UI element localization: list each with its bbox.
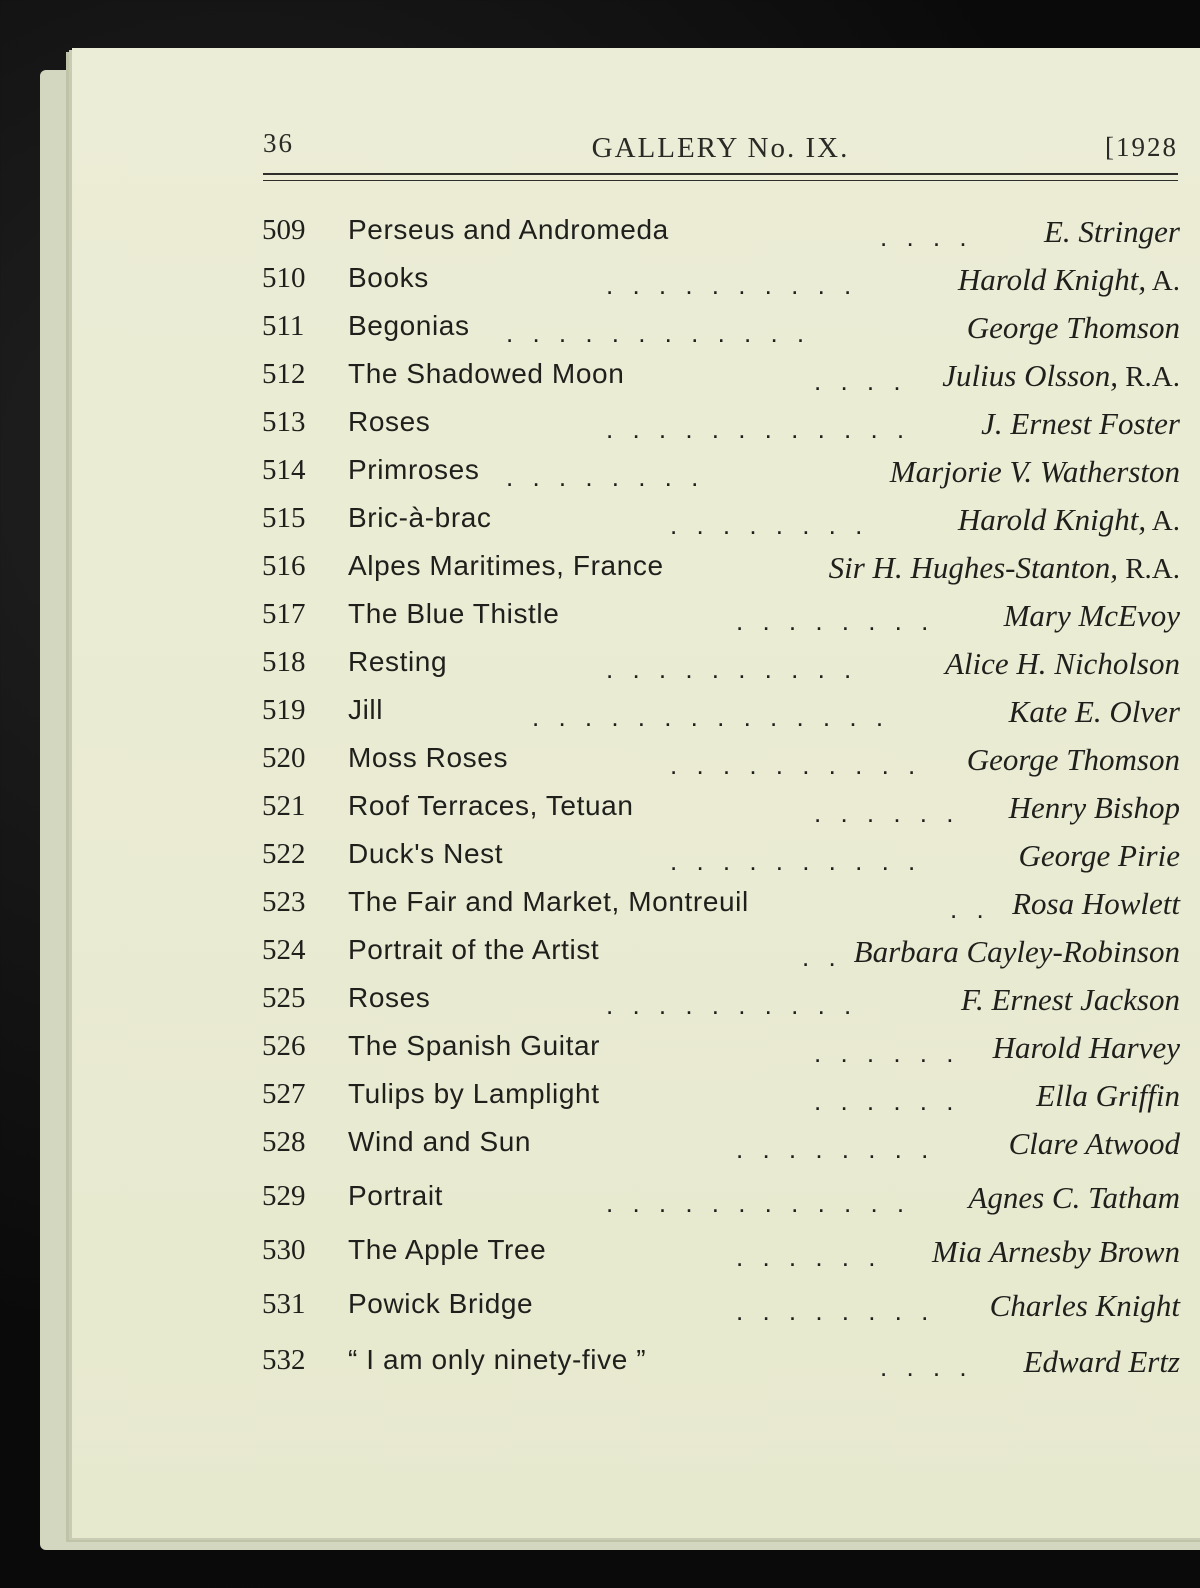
entry-artist <box>890 454 1180 490</box>
entry-number: 516 <box>262 550 306 582</box>
entry-number: 517 <box>262 598 306 630</box>
entry-title: Duck's Nest <box>348 838 504 869</box>
entry-title: Alpes Maritimes, France <box>348 550 664 581</box>
catalogue-entry <box>262 738 1180 782</box>
entry-title: Portrait of the Artist <box>348 934 600 965</box>
artist-name: Marjorie V. Watherston <box>889 454 1180 489</box>
entry-title: Roses <box>348 406 431 437</box>
catalogue-entry <box>262 1340 1180 1384</box>
leader-dots: . . . . . . <box>814 1038 960 1068</box>
artist-name: Edward Ertz <box>1023 1344 1180 1379</box>
entry-number: 519 <box>262 694 306 726</box>
catalogue-entry <box>262 450 1180 494</box>
entry-number: 509 <box>262 214 306 246</box>
catalogue-entry <box>262 354 1180 398</box>
entry-title: Primroses <box>348 454 480 485</box>
artist-name: Henry Bishop <box>1008 790 1180 825</box>
year-marker: [1928 <box>1105 132 1178 162</box>
artist-honour: R.A. <box>1117 361 1180 393</box>
artist-name: Ella Griffin <box>1036 1078 1180 1113</box>
artist-name: E. Stringer <box>1043 214 1180 249</box>
entry-title: Begonias <box>348 310 470 341</box>
leader-dots: . . . . . . . . . . <box>606 990 858 1020</box>
entry-artist <box>1009 790 1180 826</box>
catalogue-entry <box>262 1122 1180 1166</box>
catalogue-entry <box>262 546 1180 590</box>
artist-honour: A. <box>1146 505 1180 537</box>
entry-number: 526 <box>262 1030 306 1062</box>
entry-number: 527 <box>262 1078 306 1110</box>
catalogue-entry <box>262 210 1180 254</box>
artist-name: Kate E. Olver <box>1008 694 1180 729</box>
entry-number: 522 <box>262 838 306 870</box>
page-number: 36 <box>263 128 294 158</box>
leader-dots: . . . . . . . . . . <box>606 654 858 684</box>
leader-dots: . . . . . . . . . . . . <box>606 414 911 444</box>
catalogue-entry <box>262 258 1180 302</box>
entry-title: Roof Terraces, Tetuan <box>348 790 634 821</box>
entry-artist <box>1012 886 1180 922</box>
leader-dots: . . . . . . . . . . <box>606 270 858 300</box>
catalogue-entry <box>262 306 1180 350</box>
entry-artist <box>961 982 1180 1018</box>
entry-artist <box>945 646 1180 682</box>
entry-artist <box>1004 598 1180 634</box>
entry-artist <box>942 358 1180 394</box>
artist-name: Sir H. Hughes-Stanton, <box>828 550 1118 585</box>
entry-artist <box>958 262 1180 298</box>
artist-name: Charles Knight <box>989 1288 1180 1323</box>
leader-dots: . . . . <box>880 1352 973 1382</box>
entry-artist <box>829 550 1180 586</box>
leader-dots: . . . . <box>814 366 907 396</box>
artist-name: Clare Atwood <box>1008 1126 1180 1161</box>
entry-number: 532 <box>262 1344 306 1376</box>
entry-number: 510 <box>262 262 306 294</box>
artist-name: George Thomson <box>966 742 1180 777</box>
leader-dots: . . . . . . . . <box>736 1296 935 1326</box>
entry-artist <box>932 1234 1180 1270</box>
entry-title: Perseus and Andromeda <box>348 214 669 245</box>
artist-name: Rosa Howlett <box>1012 886 1180 921</box>
catalogue-entry <box>262 498 1180 542</box>
catalogue-entry <box>262 690 1180 734</box>
artist-name: F. Ernest Jackson <box>961 982 1180 1017</box>
entry-artist <box>968 1180 1180 1216</box>
artist-name: Julius Olsson, <box>942 358 1118 393</box>
entry-title: Books <box>348 262 429 293</box>
entry-title: Powick Bridge <box>348 1288 534 1319</box>
catalogue-entry <box>262 882 1180 926</box>
entry-title: The Spanish Guitar <box>348 1030 601 1061</box>
catalogue-entry <box>262 642 1180 686</box>
leader-dots: . . . . <box>880 222 973 252</box>
artist-name: Harold Knight, <box>957 502 1147 537</box>
catalogue-entry <box>262 786 1180 830</box>
leader-dots: . . . . . . . . <box>670 510 869 540</box>
entry-number: 521 <box>262 790 306 822</box>
entry-artist <box>1024 1344 1180 1380</box>
leader-dots: . . . . . . . . . . . . <box>506 318 811 348</box>
entry-title: The Shadowed Moon <box>348 358 625 389</box>
leader-dots: . . . . . . <box>814 798 960 828</box>
entry-number: 528 <box>262 1126 306 1158</box>
leader-dots: . . . . . . . . . . <box>670 750 922 780</box>
catalogue-entry <box>262 1074 1180 1118</box>
entry-number: 513 <box>262 406 306 438</box>
artist-name: George Thomson <box>966 310 1180 345</box>
entry-number: 520 <box>262 742 306 774</box>
entry-number: 523 <box>262 886 306 918</box>
artist-name: Alice H. Nicholson <box>944 646 1180 681</box>
running-header <box>263 128 1178 168</box>
entry-title: The Apple Tree <box>348 1234 547 1265</box>
artist-name: Harold Knight, <box>957 262 1147 297</box>
entry-artist <box>958 502 1180 538</box>
entry-title: Wind and Sun <box>348 1126 532 1157</box>
entry-artist <box>990 1288 1180 1324</box>
header-rule-thick <box>263 173 1178 175</box>
leader-dots: . . . . . . . . <box>736 1134 935 1164</box>
leader-dots: . . . . . . <box>814 1086 960 1116</box>
entry-title: Portrait <box>348 1180 444 1211</box>
gallery-title: GALLERY No. IX. <box>591 132 850 164</box>
artist-name: Barbara Cayley-Robinson <box>853 934 1180 969</box>
leader-dots: . . . . . . . . . . . . <box>606 1188 911 1218</box>
artist-name: Mary McEvoy <box>1003 598 1180 633</box>
entry-number: 511 <box>262 310 305 342</box>
artist-honour: A. <box>1146 265 1180 297</box>
catalogue-entry <box>262 978 1180 1022</box>
artist-name: George Pirie <box>1018 838 1180 873</box>
leader-dots: . . <box>802 942 842 972</box>
entry-title: Jill <box>348 694 384 725</box>
entry-title: The Fair and Market, Montreuil <box>348 886 749 917</box>
catalogue-entry <box>262 1176 1180 1220</box>
catalogue-entry <box>262 834 1180 878</box>
catalogue-entry <box>262 402 1180 446</box>
catalogue-entry <box>262 1284 1180 1328</box>
entry-number: 512 <box>262 358 306 390</box>
entry-number: 529 <box>262 1180 306 1212</box>
entry-artist <box>854 934 1180 970</box>
leader-dots: . . . . . . . . . . <box>670 846 922 876</box>
catalogue-entry <box>262 594 1180 638</box>
entry-title: Roses <box>348 982 431 1013</box>
entry-number: 514 <box>262 454 306 486</box>
header-rule-thin <box>263 180 1178 181</box>
entry-title: The Blue Thistle <box>348 598 560 629</box>
leader-dots: . . . . . . . . <box>736 606 935 636</box>
entry-title: “ I am only ninety-five ” <box>348 1344 647 1375</box>
leader-dots: . . . . . . . . . . . . . . <box>532 702 890 732</box>
entry-artist <box>1009 694 1180 730</box>
entry-artist <box>967 742 1180 778</box>
entry-title: Resting <box>348 646 448 677</box>
entry-artist <box>1044 214 1180 250</box>
artist-name: Mia Arnesby Brown <box>932 1234 1180 1269</box>
entry-artist <box>1018 838 1180 874</box>
artist-name: J. Ernest Foster <box>981 406 1180 441</box>
catalogue-entry <box>262 1230 1180 1274</box>
entry-artist <box>967 310 1180 346</box>
artist-honour: R.A. <box>1117 553 1180 585</box>
artist-name: Harold Harvey <box>992 1030 1180 1065</box>
entry-number: 518 <box>262 646 306 678</box>
entry-title: Bric-à-brac <box>348 502 492 533</box>
entry-artist <box>1009 1126 1180 1162</box>
entry-number: 515 <box>262 502 306 534</box>
artist-name: Agnes C. Tatham <box>968 1180 1180 1215</box>
leader-dots: . . . . . . . . <box>506 462 705 492</box>
catalogue-entry <box>262 930 1180 974</box>
catalogue-entry <box>262 1026 1180 1070</box>
entry-number: 530 <box>262 1234 306 1266</box>
entry-number: 524 <box>262 934 306 966</box>
entry-number: 531 <box>262 1288 306 1320</box>
entry-title: Moss Roses <box>348 742 509 773</box>
entry-number: 525 <box>262 982 306 1014</box>
leader-dots: . . <box>950 894 990 924</box>
entry-title: Tulips by Lamplight <box>348 1078 600 1109</box>
entry-artist <box>993 1030 1180 1066</box>
entry-artist <box>1036 1078 1180 1114</box>
leader-dots: . . . . . . <box>736 1242 882 1272</box>
entry-artist <box>981 406 1180 442</box>
